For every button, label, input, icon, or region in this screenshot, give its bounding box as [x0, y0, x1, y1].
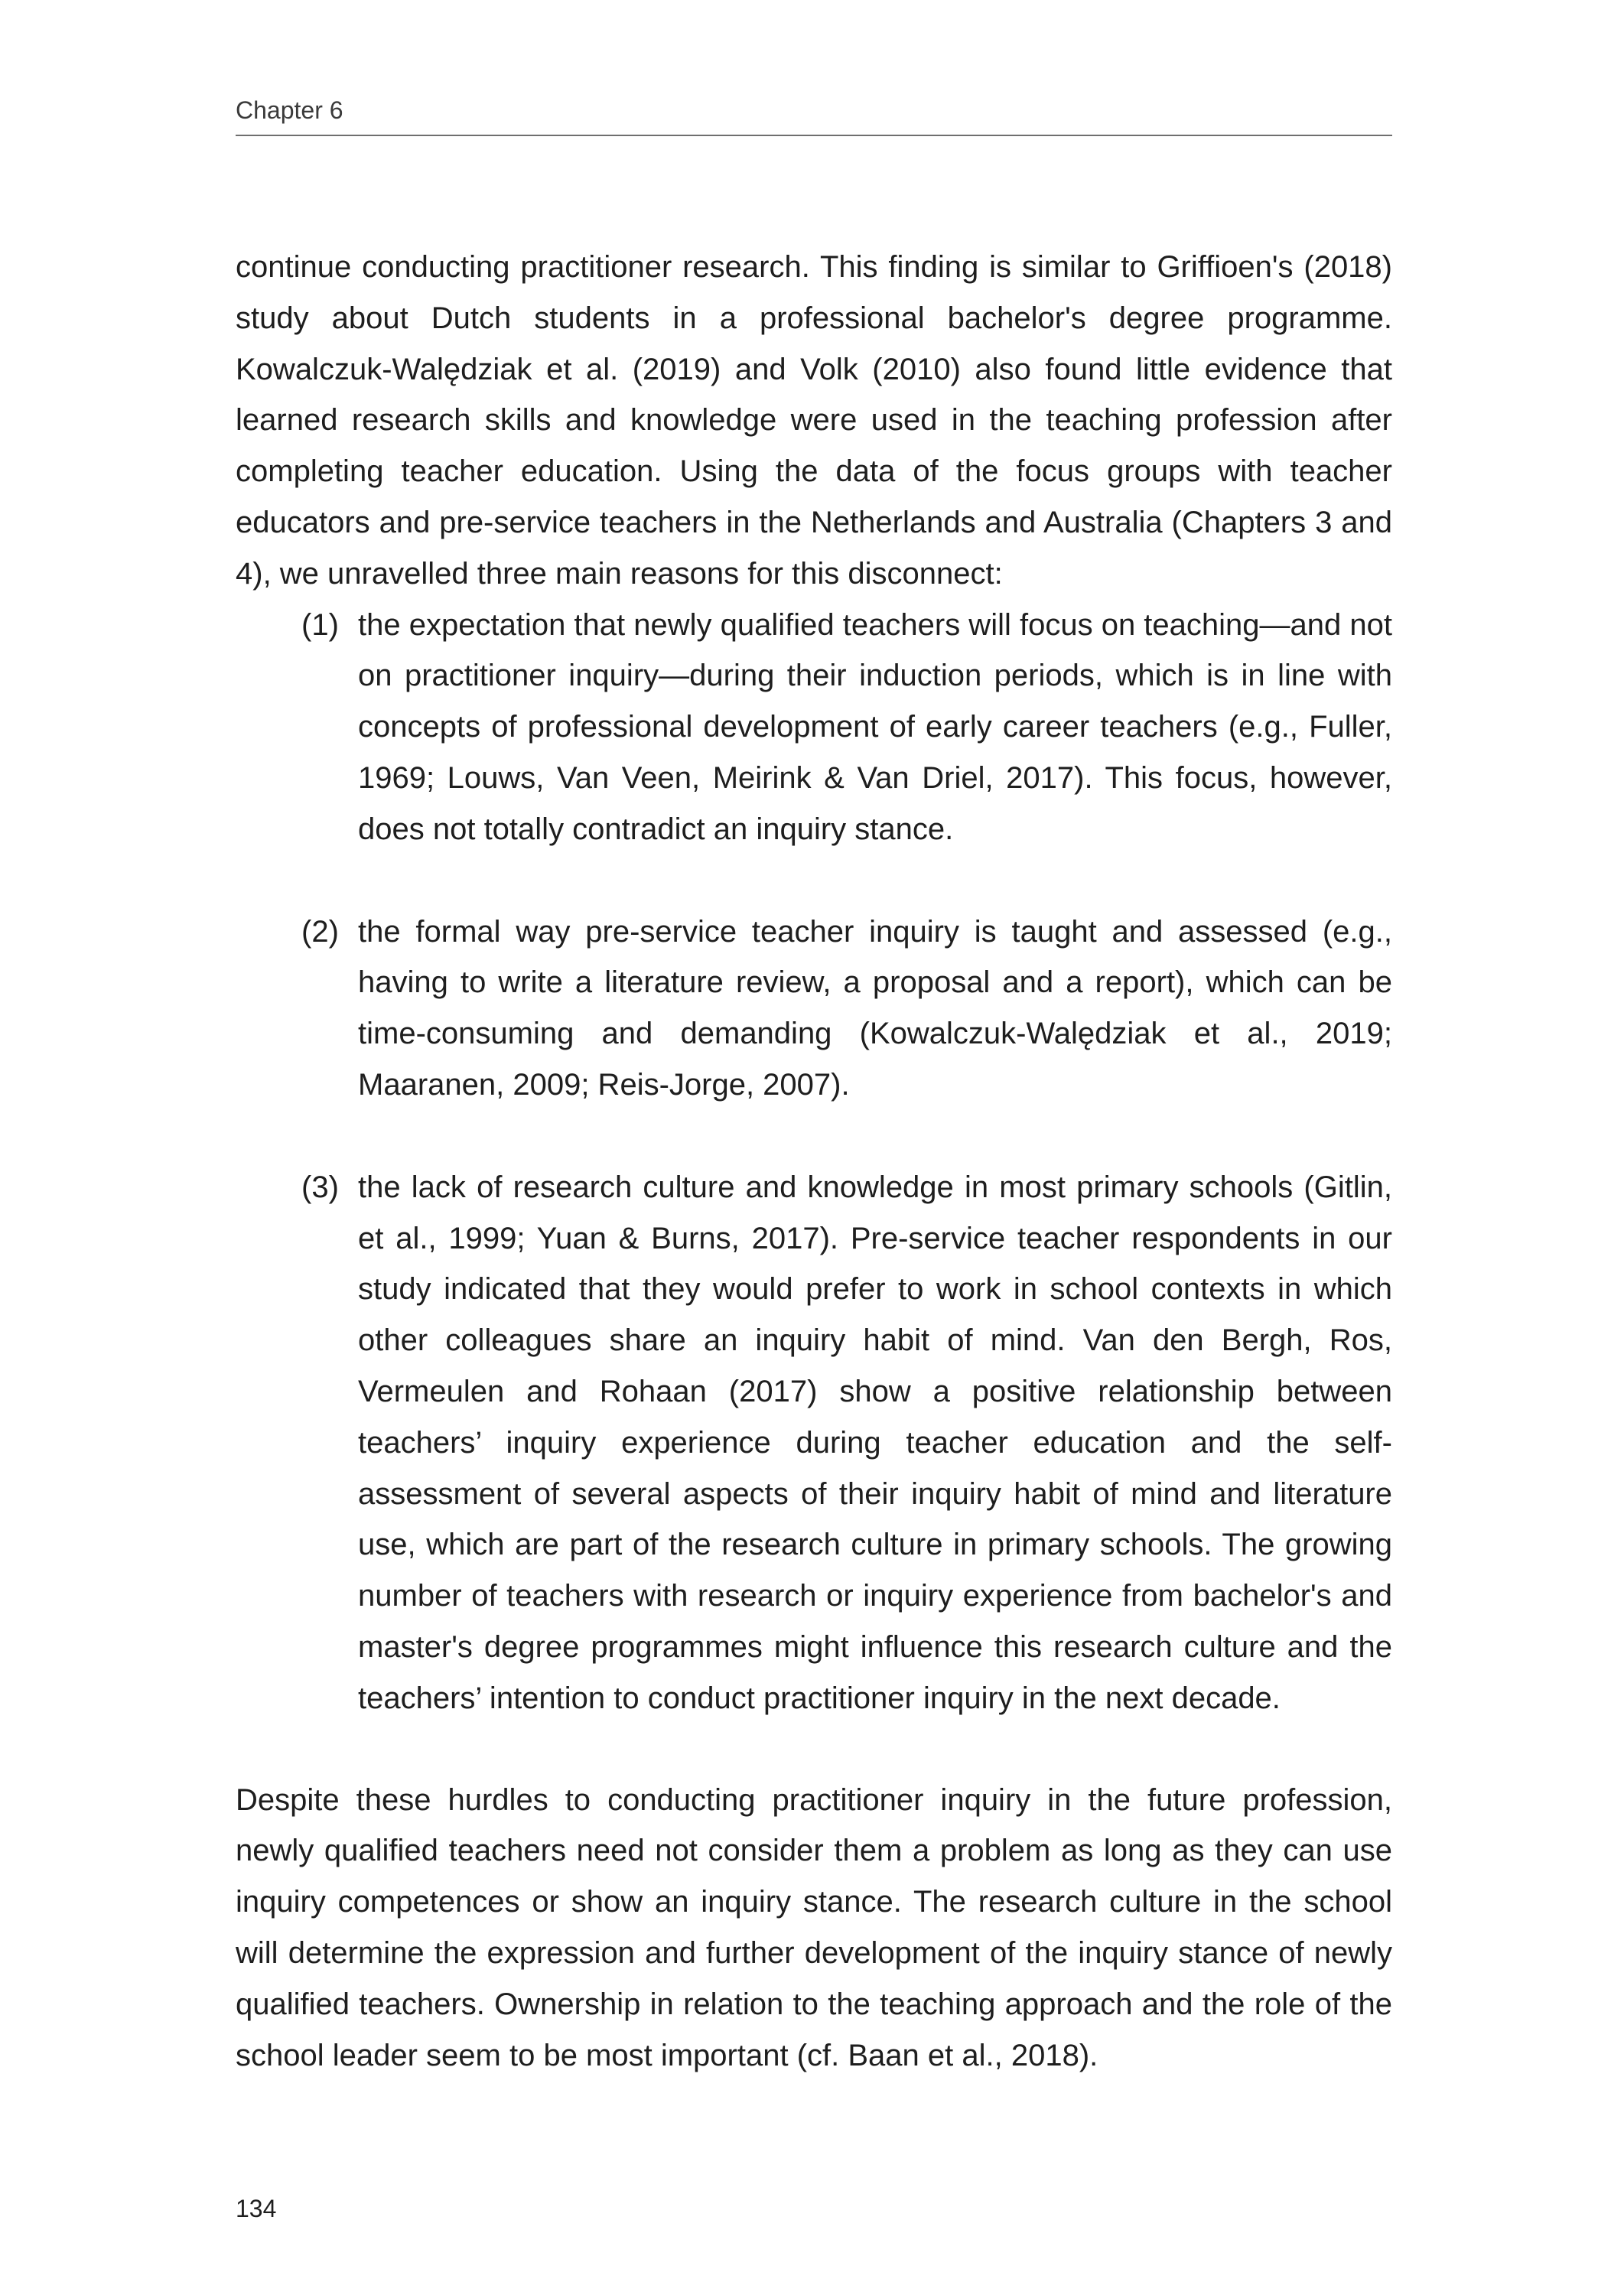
page-number: 134 — [236, 2195, 277, 2222]
body-text — [236, 242, 1392, 2081]
list-marker: (2) — [301, 914, 339, 949]
list-marker: (3) — [301, 1170, 339, 1204]
reasons-list — [236, 600, 1392, 1724]
reason-item-3 — [236, 1162, 1392, 1724]
reason-item-1 — [236, 600, 1392, 855]
running-header: Chapter 6 — [236, 96, 343, 124]
intro-paragraph: continue conducting practitioner research. This finding is similar to Griffioen's (2018) study about Dutch students in a professional bachelor's degree programme. Kowalczuk-Walędziak et al. (2019) and Volk (2010) also found little evidence that learned research skills and knowledge were used in the teaching profession after completing teacher education. Using the data of the focus groups with teacher educators and pre-service teachers in the Netherlands and Australia (Chapters 3 and 4), we unravelled three main reasons for this disconnect: — [236, 250, 1392, 591]
header-rule — [236, 135, 1392, 136]
reason-text: the lack of research culture and knowledge in most primary schools (Gitlin, et al., 1999; Yuan & Burns, 2017). Pre-service teacher respondents in our study indicated that they would prefer to work in school contexts in which other colleagues share an inquiry habit of mind. Van den Bergh, Ros, Vermeulen and Rohaan (2017) show a positive relationship between teachers’ inquiry experience during teacher education and the self-assessment of several aspects of their inquiry habit of mind and literature use, which are part of the research culture in primary schools. The growing number of teachers with research or inquiry experience from bachelor's and master's degree programmes might influence this research culture and the teachers’ intention to conduct practitioner inquiry in the next decade. — [358, 1170, 1392, 1715]
closing-paragraph: Despite these hurdles to conducting practitioner inquiry in the future profession, newly qualified teachers need not consider them a problem as long as they can use inquiry competences or show an inquiry stance. The research culture in the school will determine the expression and further development of the inquiry stance of newly qualified teachers. Ownership in relation to the teaching approach and the role of the school leader seem to be most important (cf. Baan et al., 2018). — [236, 1782, 1392, 2072]
reason-text: the expectation that newly qualified teachers will focus on teaching—and not on practitioner inquiry—during their induction periods, which is in line with concepts of professional development of early career teachers (e.g., Fuller, 1969; Louws, Van Veen, Meirink & Van Driel, 2017). This focus, however, does not totally contradict an inquiry stance. — [358, 607, 1392, 846]
reason-text: the formal way pre-service teacher inquiry is taught and assessed (e.g., having to write a literature review, a proposal and a report), which can be time-consuming and demanding (Kowalczuk-Walędziak et al., 2019; Maaranen, 2009; Reis-Jorge, 2007). — [358, 914, 1392, 1102]
reason-item-2 — [236, 907, 1392, 1111]
list-marker: (1) — [301, 607, 339, 642]
